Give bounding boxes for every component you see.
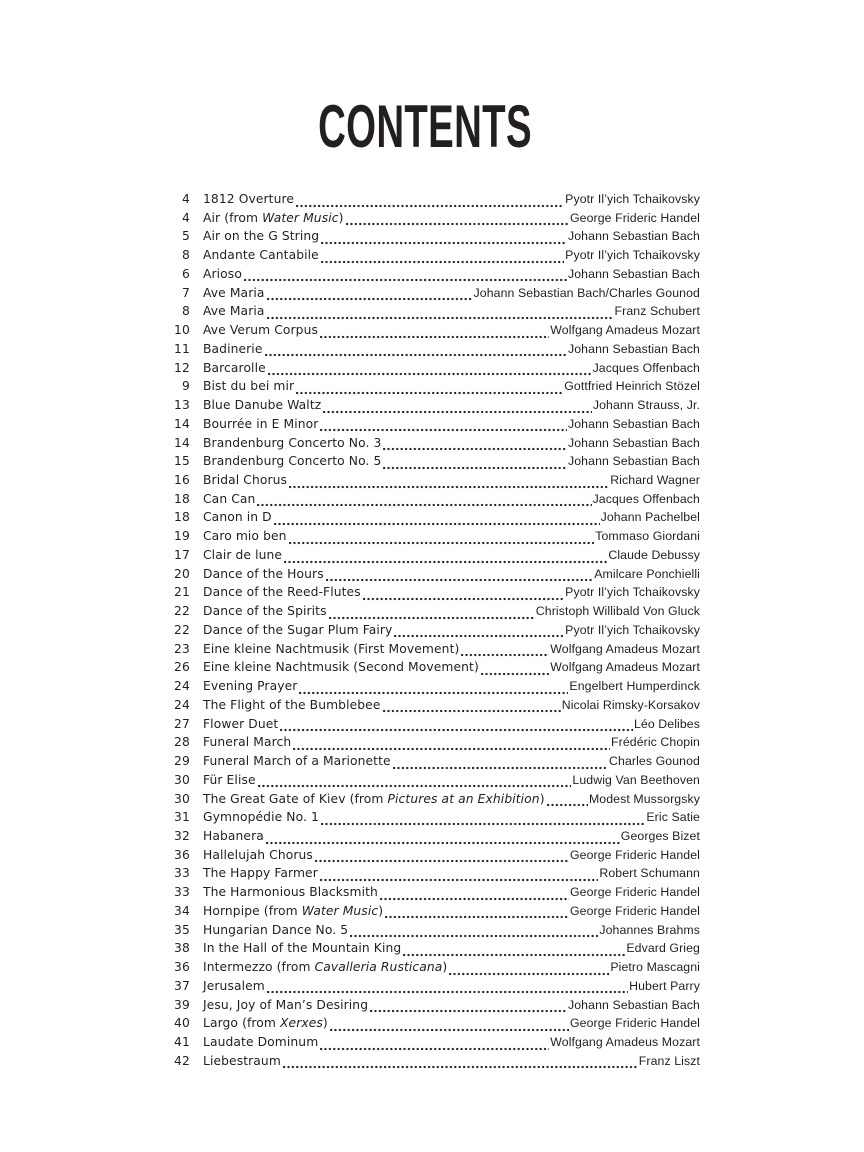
entry-title bbox=[203, 773, 256, 787]
toc-row bbox=[150, 492, 700, 511]
toc-row bbox=[150, 510, 700, 529]
entry-title bbox=[203, 286, 265, 300]
toc-row bbox=[150, 379, 700, 398]
toc-row bbox=[150, 679, 700, 698]
dot-leader bbox=[257, 503, 591, 507]
page-number: 10 bbox=[173, 323, 190, 338]
page-number: 22 bbox=[173, 604, 190, 619]
entry-composer: Ludwig Van Beethoven bbox=[572, 772, 700, 787]
toc-row bbox=[150, 548, 700, 567]
dot-leader bbox=[481, 672, 549, 676]
page-number: 18 bbox=[173, 510, 190, 525]
entry-composer: Johann Sebastian Bach bbox=[568, 341, 700, 356]
toc-row bbox=[150, 829, 700, 848]
entry-title-run: Liebestraum bbox=[203, 1053, 281, 1068]
entry-title-run: Funeral March bbox=[203, 735, 292, 750]
entry-title-run: Hallelujah Chorus bbox=[203, 847, 313, 862]
entry-title-run: In the Hall of the Mountain King bbox=[203, 941, 402, 956]
page-number: 26 bbox=[173, 660, 190, 675]
page-number: 18 bbox=[173, 491, 190, 506]
dot-leader bbox=[385, 915, 569, 919]
toc-row bbox=[150, 642, 700, 661]
entry-title bbox=[203, 510, 272, 524]
dot-leader bbox=[296, 391, 563, 395]
entry-title-run: Hungarian Dance No. 5 bbox=[203, 922, 349, 937]
toc-row bbox=[150, 623, 700, 642]
entry-title-run: Ave Maria bbox=[203, 304, 265, 319]
entry-title-run: Ave Verum Corpus bbox=[203, 323, 318, 338]
toc-row bbox=[150, 398, 700, 417]
toc-row bbox=[150, 304, 700, 323]
page-number: 15 bbox=[173, 454, 190, 469]
entry-title bbox=[203, 585, 361, 599]
entry-title bbox=[203, 342, 263, 356]
dot-leader bbox=[289, 485, 609, 489]
entry-title-run: Intermezzo (from bbox=[203, 960, 315, 975]
dot-leader bbox=[380, 897, 569, 901]
toc-row bbox=[150, 792, 700, 811]
dot-leader bbox=[265, 353, 568, 357]
toc-row bbox=[150, 229, 700, 248]
page-title: CONTENTS bbox=[318, 93, 532, 160]
page-number: 8 bbox=[181, 248, 190, 263]
toc-row bbox=[150, 192, 700, 211]
page-number: 38 bbox=[173, 941, 190, 956]
page-number: 11 bbox=[173, 341, 190, 356]
entry-title bbox=[203, 192, 294, 206]
toc-row bbox=[150, 454, 700, 473]
dot-leader bbox=[383, 709, 561, 713]
entry-title-run: Hornpipe (from bbox=[203, 903, 302, 918]
entry-title-run: Dance of the Reed-Flutes bbox=[203, 585, 361, 600]
entry-composer: Tommaso Giordani bbox=[595, 529, 700, 544]
entry-title-run: ) bbox=[378, 903, 384, 918]
entry-title-italic-run: Pictures at an Exhibition bbox=[387, 791, 540, 806]
entry-title-run: The Great Gate of Kiev (from bbox=[203, 791, 388, 806]
entry-composer: Claude Debussy bbox=[608, 547, 700, 562]
toc-row bbox=[150, 361, 700, 380]
page-number: 20 bbox=[173, 566, 190, 581]
dot-leader bbox=[370, 1009, 567, 1013]
entry-title-run: Blue Danube Waltz bbox=[203, 398, 322, 413]
page-number: 21 bbox=[173, 585, 190, 600]
page-number: 35 bbox=[173, 922, 190, 937]
entry-title-run: Air (from bbox=[203, 210, 263, 225]
dot-leader bbox=[267, 990, 628, 994]
entry-composer: Franz Schubert bbox=[614, 304, 700, 319]
toc-row bbox=[150, 342, 700, 361]
page-number: 8 bbox=[181, 304, 190, 319]
page-number: 32 bbox=[173, 828, 190, 843]
toc-row bbox=[150, 417, 700, 436]
entry-title-run: Laudate Dominum bbox=[203, 1035, 319, 1050]
toc-row bbox=[150, 960, 700, 979]
entry-composer: Wolfgang Amadeus Mozart bbox=[550, 641, 700, 656]
entry-title bbox=[203, 267, 242, 281]
entry-composer: George Frideric Handel bbox=[569, 1016, 700, 1031]
entry-title-run: The Happy Farmer bbox=[203, 866, 318, 881]
toc-row bbox=[150, 904, 700, 923]
dot-leader bbox=[267, 297, 473, 301]
entry-title-italic-run: Xerxes bbox=[280, 1016, 323, 1031]
dot-leader bbox=[321, 260, 564, 264]
page-number: 7 bbox=[181, 285, 190, 300]
page-title-wrap bbox=[150, 93, 700, 160]
entry-title-run: The Harmonious Blacksmith bbox=[203, 885, 378, 900]
entry-title bbox=[203, 735, 291, 749]
page-number: 9 bbox=[181, 379, 190, 394]
toc-row bbox=[150, 998, 700, 1017]
dot-leader bbox=[403, 953, 625, 957]
entry-title bbox=[203, 323, 318, 337]
entry-composer: George Frideric Handel bbox=[569, 210, 700, 225]
entry-composer: Engelbert Humperdinck bbox=[569, 679, 700, 694]
toc-row bbox=[150, 885, 700, 904]
entry-composer: Christoph Willibald Von Gluck bbox=[535, 604, 700, 619]
entry-title-run: Air on the G String bbox=[203, 229, 320, 244]
entry-title bbox=[203, 398, 321, 412]
entry-title-run: Flower Duet bbox=[203, 716, 279, 731]
toc-row bbox=[150, 436, 700, 455]
page-number: 31 bbox=[173, 810, 190, 825]
dot-leader bbox=[299, 691, 568, 695]
page-number: 29 bbox=[173, 754, 190, 769]
entry-composer: George Frideric Handel bbox=[569, 847, 700, 862]
page-number: 33 bbox=[173, 885, 190, 900]
entry-title bbox=[203, 960, 447, 974]
entry-title bbox=[203, 211, 344, 225]
toc-row bbox=[150, 735, 700, 754]
entry-title bbox=[203, 567, 324, 581]
entry-title-run: Andante Cantabile bbox=[203, 248, 319, 263]
entry-composer: Pyotr Il’yich Tchaikovsky bbox=[565, 248, 700, 263]
page-number: 39 bbox=[173, 997, 190, 1012]
dot-leader bbox=[320, 1047, 549, 1051]
entry-title-run: Caro mio ben bbox=[203, 529, 287, 544]
dot-leader bbox=[296, 204, 564, 208]
entry-composer: Georges Bizet bbox=[620, 828, 700, 843]
entry-title bbox=[203, 848, 313, 862]
entry-title-run: Funeral March of a Marionette bbox=[203, 754, 391, 769]
toc-row bbox=[150, 698, 700, 717]
entry-title-run: Dance of the Sugar Plum Fairy bbox=[203, 622, 393, 637]
toc-row bbox=[150, 604, 700, 623]
toc-list bbox=[150, 192, 700, 1073]
entry-composer: Robert Schumann bbox=[599, 866, 700, 881]
entry-title bbox=[203, 548, 282, 562]
toc-row bbox=[150, 267, 700, 286]
toc-row bbox=[150, 1054, 700, 1073]
dot-leader bbox=[346, 222, 569, 226]
page-number: 17 bbox=[173, 547, 190, 562]
entry-title bbox=[203, 979, 265, 993]
entry-composer: Pietro Mascagni bbox=[610, 960, 700, 975]
dot-leader bbox=[461, 653, 549, 657]
page-number: 12 bbox=[173, 360, 190, 375]
dot-leader bbox=[449, 972, 609, 976]
entry-title bbox=[203, 810, 319, 824]
page-number: 37 bbox=[173, 978, 190, 993]
entry-title-run: Für Elise bbox=[203, 772, 256, 787]
entry-title-run: ) bbox=[539, 791, 545, 806]
entry-title-run: ) bbox=[322, 1016, 328, 1031]
entry-title-run: Evening Prayer bbox=[203, 679, 298, 694]
dot-leader bbox=[383, 447, 567, 451]
dot-leader bbox=[321, 241, 567, 245]
dot-leader bbox=[268, 372, 592, 376]
dot-leader bbox=[274, 522, 600, 526]
dot-leader bbox=[320, 428, 567, 432]
entry-composer: Johann Sebastian Bach bbox=[568, 454, 700, 469]
entry-title-run: Brandenburg Concerto No. 5 bbox=[203, 454, 382, 469]
entry-title bbox=[203, 436, 381, 450]
entry-title bbox=[203, 379, 294, 393]
page-number: 14 bbox=[173, 435, 190, 450]
entry-title-run: Bourrée in E Minor bbox=[203, 416, 319, 431]
entry-title-run: Canon in D bbox=[203, 510, 272, 525]
entry-title-run: Eine kleine Nachtmusik (First Movement) bbox=[203, 641, 460, 656]
entry-composer: Amilcare Ponchielli bbox=[594, 566, 700, 581]
entry-title bbox=[203, 229, 319, 243]
entry-title bbox=[203, 492, 255, 506]
page-number: 36 bbox=[173, 960, 190, 975]
entry-title bbox=[203, 361, 266, 375]
dot-leader bbox=[280, 728, 633, 732]
entry-composer: Jacques Offenbach bbox=[592, 491, 700, 506]
page-number: 22 bbox=[173, 622, 190, 637]
entry-title bbox=[203, 660, 479, 674]
entry-composer: Gottfried Heinrich Stözel bbox=[564, 379, 700, 394]
entry-title bbox=[203, 679, 297, 693]
entry-composer: Léo Delibes bbox=[633, 716, 700, 731]
dot-leader bbox=[244, 278, 567, 282]
dot-leader bbox=[350, 934, 598, 938]
page-number: 36 bbox=[173, 847, 190, 862]
toc-row bbox=[150, 1035, 700, 1054]
dot-leader bbox=[363, 597, 564, 601]
entry-composer: Richard Wagner bbox=[610, 473, 700, 488]
entry-title bbox=[203, 829, 264, 843]
entry-composer: Wolfgang Amadeus Mozart bbox=[550, 323, 700, 338]
dot-leader bbox=[321, 822, 645, 826]
entry-title-italic-run: Water Music bbox=[301, 903, 379, 918]
entry-title bbox=[203, 604, 327, 618]
page-number: 24 bbox=[173, 679, 190, 694]
toc-row bbox=[150, 979, 700, 998]
toc-row bbox=[150, 923, 700, 942]
page-number: 19 bbox=[173, 529, 190, 544]
dot-leader bbox=[329, 616, 535, 620]
dot-leader bbox=[393, 766, 608, 770]
entry-title-run: Bridal Chorus bbox=[203, 473, 288, 488]
entry-title-run: Brandenburg Concerto No. 3 bbox=[203, 435, 382, 450]
entry-title-run: Habanera bbox=[203, 828, 264, 843]
dot-leader bbox=[320, 335, 549, 339]
page-number: 27 bbox=[173, 716, 190, 731]
entry-composer: Franz Liszt bbox=[638, 1053, 700, 1068]
page-number: 24 bbox=[173, 697, 190, 712]
entry-title bbox=[203, 998, 368, 1012]
page-number: 28 bbox=[173, 735, 190, 750]
dot-leader bbox=[283, 1065, 638, 1069]
page-number: 23 bbox=[173, 641, 190, 656]
entry-title bbox=[203, 454, 381, 468]
page-number: 14 bbox=[173, 416, 190, 431]
entry-title bbox=[203, 304, 265, 318]
entry-composer: Wolfgang Amadeus Mozart bbox=[550, 1035, 700, 1050]
entry-composer: Pyotr Il’yich Tchaikovsky bbox=[565, 622, 700, 637]
entry-title-run: Badinerie bbox=[203, 341, 263, 356]
entry-title bbox=[203, 642, 459, 656]
entry-title-run: Ave Maria bbox=[203, 285, 265, 300]
page-number: 41 bbox=[173, 1035, 190, 1050]
entry-title bbox=[203, 623, 392, 637]
entry-title-run: Dance of the Spirits bbox=[203, 604, 327, 619]
toc-row bbox=[150, 286, 700, 305]
entry-title bbox=[203, 1016, 328, 1030]
entry-title-run: Largo (from bbox=[203, 1016, 280, 1031]
entry-composer: Pyotr Il’yich Tchaikovsky bbox=[565, 192, 700, 206]
entry-composer: Hubert Parry bbox=[629, 978, 700, 993]
toc-row bbox=[150, 660, 700, 679]
entry-title bbox=[203, 529, 287, 543]
dot-leader bbox=[293, 747, 610, 751]
dot-leader bbox=[323, 410, 592, 414]
entry-composer: Edvard Grieg bbox=[626, 941, 700, 956]
toc-row bbox=[150, 773, 700, 792]
toc-row bbox=[150, 1016, 700, 1035]
entry-title-run: Can Can bbox=[203, 491, 256, 506]
toc-row bbox=[150, 754, 700, 773]
entry-composer: Johann Sebastian Bach/Charles Gounod bbox=[473, 285, 700, 300]
entry-composer: Modest Mussorgsky bbox=[588, 791, 700, 806]
entry-title-run: Arioso bbox=[203, 266, 242, 281]
toc-row bbox=[150, 567, 700, 586]
entry-composer: George Frideric Handel bbox=[569, 903, 700, 918]
entry-title-run: ) bbox=[442, 960, 448, 975]
entry-composer: Johannes Brahms bbox=[599, 922, 700, 937]
dot-leader bbox=[284, 560, 607, 564]
entry-composer: George Frideric Handel bbox=[569, 885, 700, 900]
page-number: 4 bbox=[181, 210, 190, 225]
entry-title bbox=[203, 473, 287, 487]
entry-title bbox=[203, 885, 378, 899]
dot-leader bbox=[289, 541, 595, 545]
page-number: 5 bbox=[181, 229, 190, 244]
entry-title-run: Jerusalem bbox=[203, 978, 265, 993]
page-number: 30 bbox=[173, 772, 190, 787]
entry-title bbox=[203, 792, 545, 806]
entry-title-run: 1812 Overture bbox=[203, 192, 295, 206]
entry-composer: Johann Sebastian Bach bbox=[568, 229, 700, 244]
entry-composer: Johann Sebastian Bach bbox=[568, 266, 700, 281]
page-number: 33 bbox=[173, 866, 190, 881]
entry-title-run: Gymnopédie No. 1 bbox=[203, 810, 319, 825]
toc-row bbox=[150, 866, 700, 885]
toc-row bbox=[150, 529, 700, 548]
page-number: 40 bbox=[173, 1016, 190, 1031]
entry-title-run: Bist du bei mir bbox=[203, 379, 295, 394]
entry-composer: Nicolai Rimsky-Korsakov bbox=[561, 697, 700, 712]
toc-row bbox=[150, 585, 700, 604]
toc-row bbox=[150, 848, 700, 867]
page-number: 30 bbox=[173, 791, 190, 806]
dot-leader bbox=[547, 803, 588, 807]
entry-composer: Johann Strauss, Jr. bbox=[592, 398, 700, 413]
toc-row bbox=[150, 473, 700, 492]
dot-leader bbox=[266, 841, 620, 845]
page-number: 42 bbox=[173, 1053, 190, 1068]
entry-title bbox=[203, 417, 318, 431]
entry-title-italic-run: Cavalleria Rusticana bbox=[314, 960, 443, 975]
dot-leader bbox=[326, 578, 594, 582]
entry-title bbox=[203, 754, 391, 768]
entry-title bbox=[203, 904, 383, 918]
entry-composer: Johann Pachelbel bbox=[600, 510, 700, 525]
entry-title-run: ) bbox=[338, 210, 344, 225]
dot-leader bbox=[394, 634, 564, 638]
toc-row bbox=[150, 941, 700, 960]
entry-title-run: Barcarolle bbox=[203, 360, 266, 375]
entry-composer: Wolfgang Amadeus Mozart bbox=[550, 660, 700, 675]
toc-row bbox=[150, 717, 700, 736]
toc-row bbox=[150, 810, 700, 829]
entry-title-run: Clair de lune bbox=[203, 547, 283, 562]
entry-composer: Pyotr Il’yich Tchaikovsky bbox=[565, 585, 700, 600]
page-number: 16 bbox=[173, 473, 190, 488]
page-number: 4 bbox=[181, 192, 190, 206]
entry-composer: Jacques Offenbach bbox=[592, 360, 700, 375]
toc-row bbox=[150, 323, 700, 342]
page-number: 34 bbox=[173, 903, 190, 918]
entry-composer: Eric Satie bbox=[646, 810, 700, 825]
dot-leader bbox=[320, 878, 598, 882]
dot-leader bbox=[383, 466, 567, 470]
entry-title-run: Jesu, Joy of Man’s Desiring bbox=[203, 997, 369, 1012]
dot-leader bbox=[315, 859, 569, 863]
dot-leader bbox=[330, 1028, 569, 1032]
entry-title bbox=[203, 717, 278, 731]
entry-composer: Frédéric Chopin bbox=[611, 735, 700, 750]
entry-title-italic-run: Water Music bbox=[262, 210, 339, 225]
entry-title bbox=[203, 866, 318, 880]
entry-title-run: Dance of the Hours bbox=[203, 566, 324, 581]
page-number: 13 bbox=[173, 398, 190, 413]
entry-title bbox=[203, 923, 348, 937]
entry-composer: Johann Sebastian Bach bbox=[568, 416, 700, 431]
entry-composer: Charles Gounod bbox=[609, 754, 700, 769]
entry-title bbox=[203, 1035, 318, 1049]
entry-title bbox=[203, 698, 381, 712]
entry-title bbox=[203, 248, 319, 262]
dot-leader bbox=[267, 316, 614, 320]
dot-leader bbox=[258, 784, 572, 788]
toc-row bbox=[150, 248, 700, 267]
entry-composer: Johann Sebastian Bach bbox=[568, 435, 700, 450]
toc-row bbox=[150, 211, 700, 230]
entry-title bbox=[203, 941, 401, 955]
entry-title-run: Eine kleine Nachtmusik (Second Movement) bbox=[203, 660, 479, 675]
entry-title-run: The Flight of the Bumblebee bbox=[203, 697, 381, 712]
entry-composer: Johann Sebastian Bach bbox=[568, 997, 700, 1012]
page-number: 6 bbox=[181, 266, 190, 281]
entry-title bbox=[203, 1054, 281, 1068]
